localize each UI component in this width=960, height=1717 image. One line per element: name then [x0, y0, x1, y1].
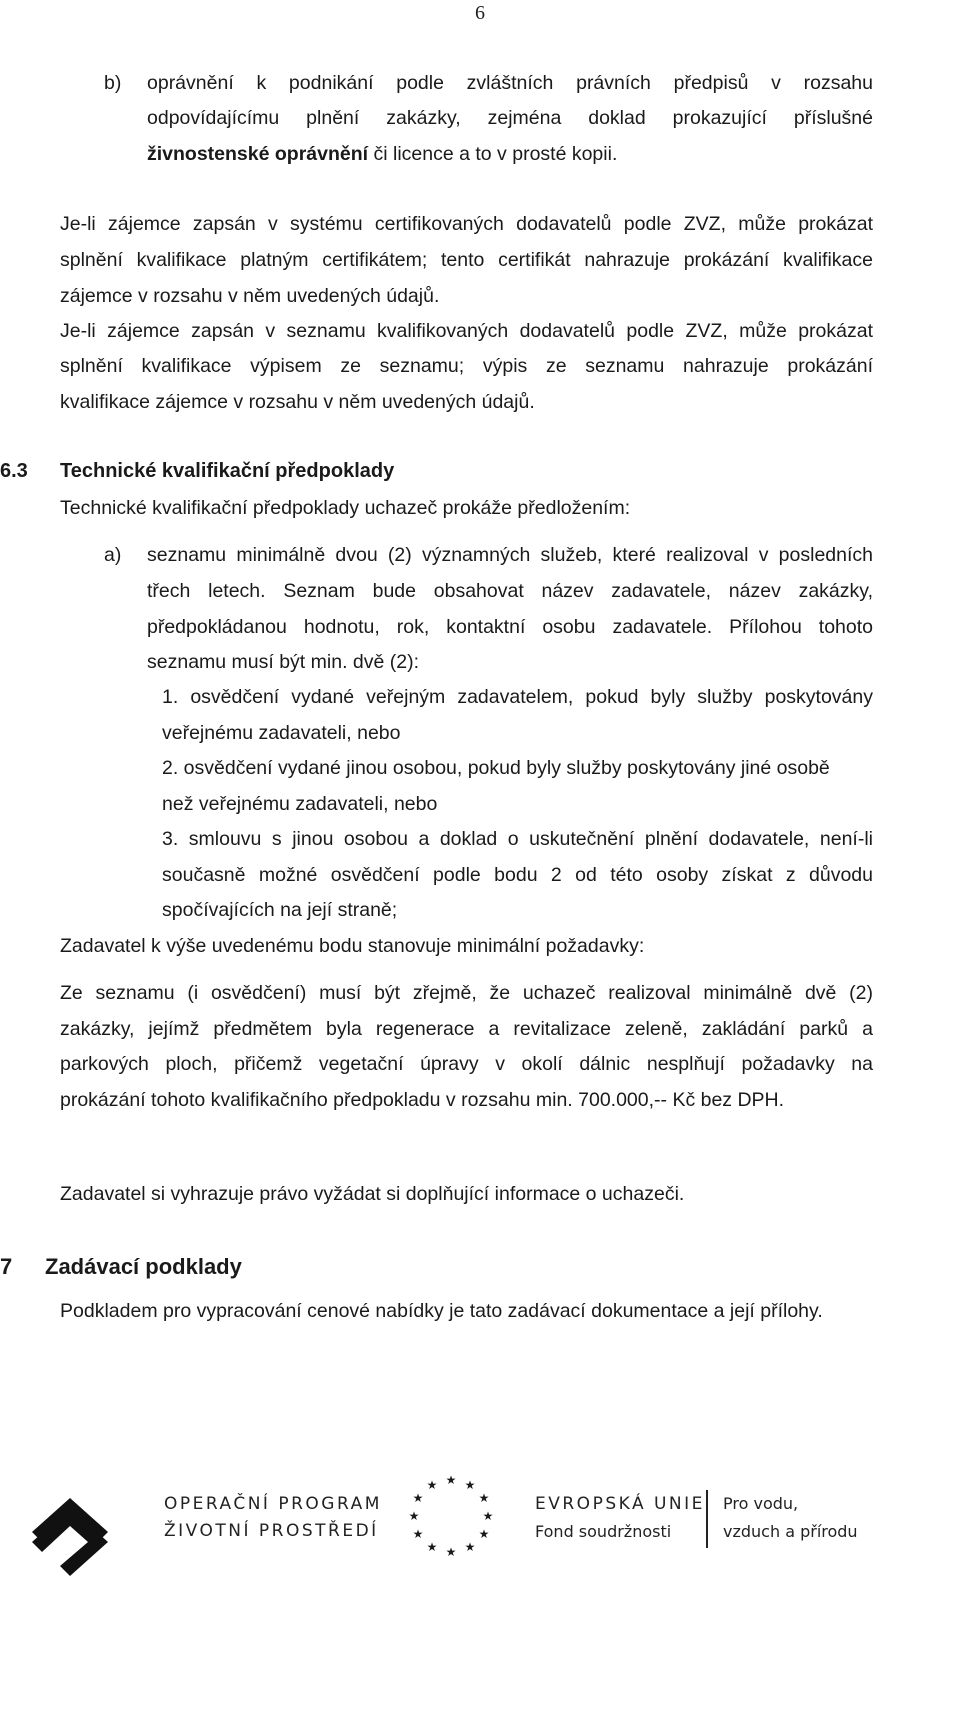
para-cert-line-3: zájemce v rozsahu v něm uvedených údajů.: [60, 285, 440, 307]
para-req-line-4: prokázání tohoto kvalifikačního předpokladu v rozsahu min. 700.000,-- Kč bez DPH.: [60, 1089, 785, 1111]
item-a-line-1: seznamu minimálně dvou (2) významných služeb, které realizoval v posledních: [147, 544, 873, 566]
footer-divider: [706, 1490, 708, 1548]
section-6-3-intro: Technické kvalifikační předpoklady uchazeč prokáže předložením:: [60, 497, 631, 519]
footer-logos: [0, 1473, 960, 1717]
eu-line-1: EVROPSKÁ UNIE: [535, 1494, 705, 1514]
para-list-line-2: splnění kvalifikace výpisem ze seznamu; výpis ze seznamu nahrazuje prokázání: [60, 355, 873, 377]
svg-text:★: ★: [464, 1540, 476, 1554]
svg-text:★: ★: [445, 1545, 457, 1558]
numbered-item-3-line-2: současně možné osvědčení podle bodu 2 od této osoby získat z důvodu: [162, 864, 873, 886]
min-req-text: Zadavatel k výše uvedenému bodu stanovuje minimální požadavky:: [60, 935, 645, 957]
section-7-text: Podkladem pro vypracování cenové nabídky je tato zadávací dokumentace a její přílohy.: [60, 1300, 823, 1322]
section-7-number: 7: [0, 1254, 13, 1279]
numbered-item-3-line-1: 3. smlouvu s jinou osobou a doklad o uskutečnění plnění dodavatele, není-li: [162, 828, 873, 850]
svg-text:★: ★: [426, 1540, 438, 1554]
svg-text:★: ★: [478, 1491, 490, 1505]
numbered-item-3-line-3: spočívajících na její straně;: [162, 899, 398, 921]
para-list-line-1: Je-li zájemce zapsán v seznamu kvalifikovaných dodavatelů podle ZVZ, může prokázat: [60, 320, 873, 342]
page-number: 6: [475, 2, 485, 24]
para-req-line-1: Ze seznamu (i osvědčení) musí být zřejmě, že uchazeč realizoval minimálně dvě (2): [60, 982, 873, 1004]
op-line-2: ŽIVOTNÍ PROSTŘEDÍ: [164, 1521, 379, 1541]
slogan-line-2: vzduch a přírodu: [723, 1522, 858, 1541]
slogan-line-1: Pro vodu,: [723, 1494, 799, 1513]
section-7-title: Zadávací podklady: [45, 1254, 242, 1279]
svg-text:★: ★: [426, 1478, 438, 1492]
list-marker-b: b): [104, 72, 122, 94]
item-a-line-3: předpokládanou hodnotu, rok, kontaktní osobu zadavatele. Přílohou tohoto: [147, 616, 873, 638]
numbered-item-1-line-1: 1. osvědčení vydané veřejným zadavatelem, pokud byly služby poskytovány: [162, 686, 873, 708]
section-b-line-3: [147, 143, 617, 166]
section-b-line-1: oprávnění k podnikání podle zvláštních právních předpisů v rozsahu: [147, 72, 873, 94]
eu-line-2: Fond soudržnosti: [535, 1522, 672, 1541]
section-b-line-2: odpovídajícímu plnění zakázky, zejména doklad prokazující příslušné: [147, 107, 873, 129]
reserve-text: Zadavatel si vyhrazuje právo vyžádat si doplňující informace o uchazeči.: [60, 1183, 685, 1205]
svg-text:★: ★: [478, 1527, 490, 1541]
item-a-line-2: třech letech. Seznam bude obsahovat název zadavatele, název zakázky,: [147, 580, 873, 602]
para-list-line-3: kvalifikace zájemce v rozsahu v něm uvedených údajů.: [60, 391, 535, 413]
svg-text:★: ★: [408, 1509, 420, 1523]
section-6-3-title: Technické kvalifikační předpoklady: [60, 460, 395, 482]
section-6-3-number: 6.3: [0, 460, 28, 482]
numbered-item-1-line-2: veřejnému zadavateli, nebo: [162, 722, 401, 744]
list-marker-a: a): [104, 544, 122, 566]
svg-text:★: ★: [445, 1473, 457, 1487]
section-b-rest-text: či licence a to v prosté kopii.: [368, 143, 618, 165]
section-b-bold-text: živnostenské oprávnění: [147, 143, 369, 165]
para-req-line-2: zakázky, jejímž předmětem byla regenerace a revitalizace zeleně, zakládání parků a: [60, 1018, 873, 1040]
numbered-item-2-line-2: než veřejnému zadavateli, nebo: [162, 793, 438, 815]
eu-stars-icon: [398, 1472, 504, 1558]
svg-text:★: ★: [412, 1491, 424, 1505]
numbered-item-2-line-1: 2. osvědčení vydané jinou osobou, pokud byly služby poskytovány jiné osobě: [162, 757, 830, 779]
para-cert-line-1: Je-li zájemce zapsán v systému certifikovaných dodavatelů podle ZVZ, může prokázat: [60, 213, 873, 235]
op-zp-logo-icon: [20, 1470, 120, 1580]
svg-text:★: ★: [464, 1478, 476, 1492]
para-req-line-3: parkových ploch, přičemž vegetační úpravy v okolí dálnic nesplňují požadavky na: [60, 1053, 873, 1075]
svg-text:★: ★: [482, 1509, 494, 1523]
op-line-1: OPERAČNÍ PROGRAM: [164, 1494, 382, 1514]
item-a-line-4: seznamu musí být min. dvě (2):: [147, 651, 420, 673]
svg-text:★: ★: [412, 1527, 424, 1541]
para-cert-line-2: splnění kvalifikace platným certifikátem; tento certifikát nahrazuje prokázání kvalifikace: [60, 249, 873, 271]
